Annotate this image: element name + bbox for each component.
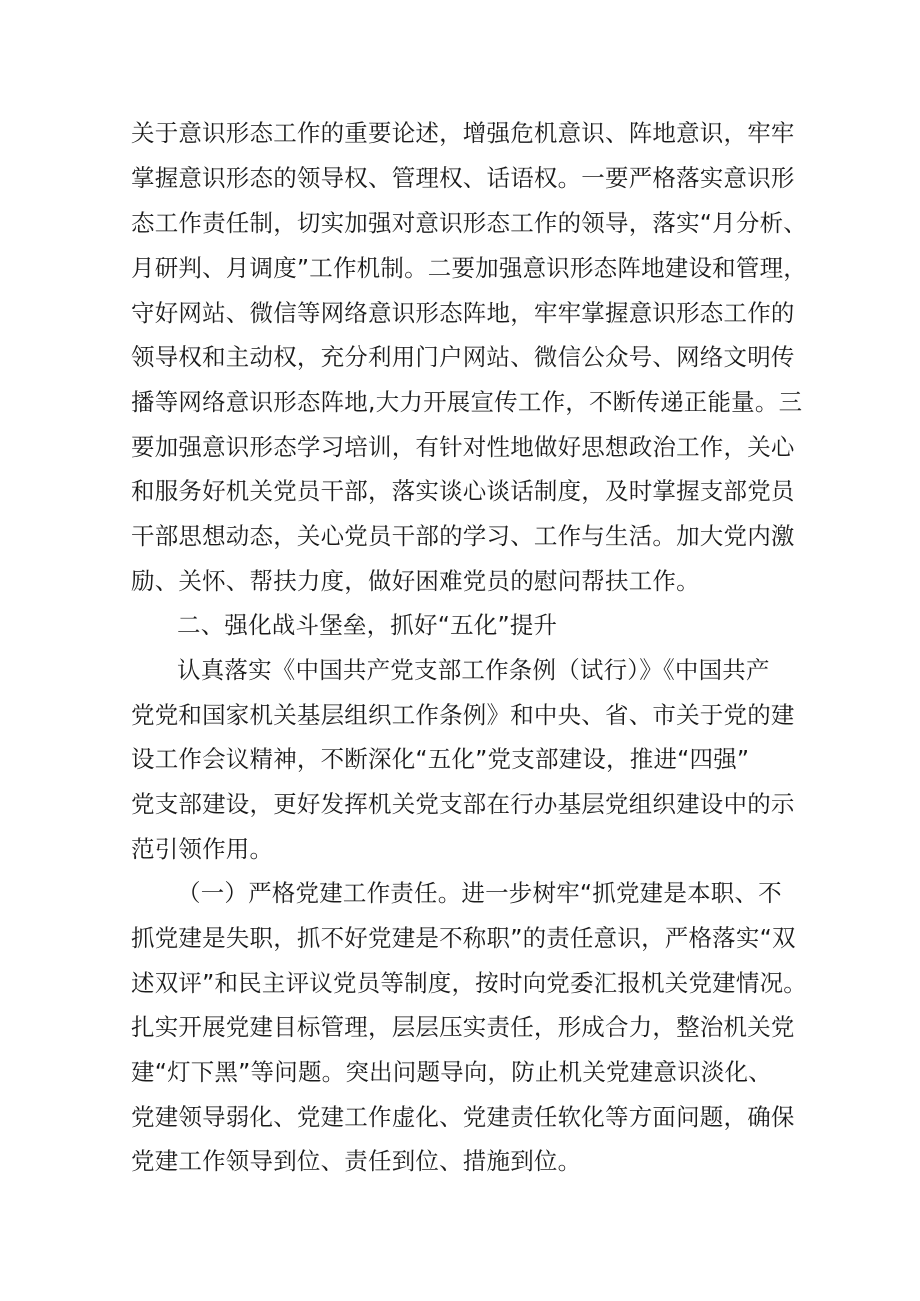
- body-text-line: 设工作会议精神，不断深化“五化”党支部建设，推进“四强”: [131, 745, 750, 773]
- body-text-line: 领导权和主动权，充分利用门户网站、微信公众号、网络文明传: [131, 343, 795, 371]
- body-text-line: 和服务好机关党员干部，落实谈心谈话制度，及时掌握支部党员: [131, 477, 795, 505]
- body-text-line: 建“灯下黑”等问题。突出问题导向，防止机关党建意识淡化、: [131, 1058, 772, 1086]
- body-text-line: 月研判、月调度”工作机制。二要加强意识形态阵地建设和管理，: [131, 254, 807, 282]
- section-heading: 二、强化战斗堡垒，抓好“五化”提升: [177, 611, 558, 639]
- body-text-line: 励、关怀、帮扶力度，做好困难党员的慰问帮扶工作。: [131, 567, 700, 595]
- body-text-line: 干部思想动态，关心党员干部的学习、工作与生活。加大党内激: [131, 522, 795, 550]
- body-text-line: 要加强意识形态学习培训，有针对性地做好思想政治工作，关心: [131, 433, 795, 461]
- body-text-line: 关于意识形态工作的重要论述，增强危机意识、阵地意识，牢牢: [131, 119, 795, 147]
- body-text-line: 扎实开展党建目标管理，层层压实责任，形成合力，整治机关党: [131, 1013, 795, 1041]
- body-text-line: 范引领作用。: [131, 835, 274, 863]
- body-text-line: 认真落实《中国共产党支部工作条例（试行）》《中国共产: [177, 656, 770, 684]
- body-text-line: 党建工作领导到位、责任到位、措施到位。: [131, 1147, 582, 1175]
- body-text-line: 党党和国家机关基层组织工作条例》和中央、省、市关于党的建: [131, 701, 795, 729]
- body-text-line: 守好网站、微信等网络意识形态阵地，牢牢掌握意识形态工作的: [131, 299, 795, 327]
- body-text-line: 党支部建设，更好发挥机关党支部在行办基层党组织建设中的示: [131, 790, 795, 818]
- body-text-line: 抓党建是失职，抓不好党建是不称职”的责任意识，严格落实“双: [131, 924, 796, 952]
- subsection-lead-line: （一）严格党建工作责任。进一步树牢“抓党建是本职、不: [177, 879, 782, 907]
- body-text-line: 态工作责任制，切实加强对意识形态工作的领导，落实“月分析、: [131, 209, 807, 237]
- body-text-line: 掌握意识形态的领导权、管理权、话语权。一要严格落实意识形: [131, 164, 795, 192]
- body-text-line: 述双评”和民主评议党员等制度，按时向党委汇报机关党建情况。: [131, 969, 807, 997]
- body-text-line: 党建领导弱化、党建工作虚化、党建责任软化等方面问题，确保: [131, 1103, 795, 1131]
- body-text-line: 播等网络意识形态阵地,大力开展宣传工作，不断传递正能量。三: [131, 388, 803, 416]
